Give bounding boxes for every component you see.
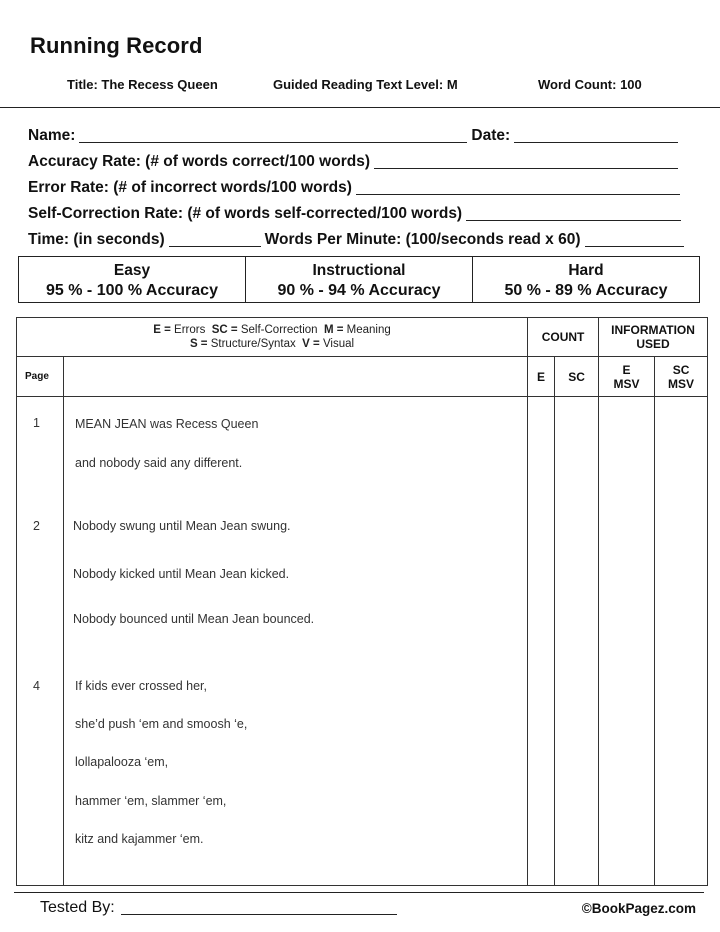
accuracy-label: Accuracy Rate: (# of words correct/100 words) (28, 153, 370, 170)
info-used-header: INFORMATION USED (599, 318, 708, 357)
text-line: lollapalooza ‘em, (75, 755, 169, 769)
student-fields (28, 119, 688, 249)
sc-header: SC (555, 357, 599, 397)
sc-count-column[interactable] (555, 397, 599, 886)
date-field[interactable] (514, 127, 678, 143)
time-wpm-row (28, 223, 688, 249)
text-level: Guided Reading Text Level: M (273, 77, 458, 92)
bottom-divider (14, 892, 704, 893)
e-msv-column[interactable] (599, 397, 655, 886)
text-line: hammer ‘em, slammer ‘em, (75, 794, 227, 808)
level-hard-name: Hard (568, 262, 604, 279)
text-line: kitz and kajammer ‘em. (75, 832, 204, 846)
error-label: Error Rate: (# of incorrect words/100 words) (28, 179, 352, 196)
tested-by-field[interactable] (121, 901, 397, 915)
text-line: Nobody bounced until Mean Jean bounced. (73, 612, 315, 626)
legend-line-1: E = Errors SC = Self-Correction M = Meaning (153, 324, 391, 336)
count-header: COUNT (528, 318, 599, 357)
e-count-column[interactable] (528, 397, 555, 886)
level-hard-range: 50 % - 89 % Accuracy (504, 282, 668, 299)
text-column (64, 397, 528, 886)
text-line: and nobody said any different. (75, 456, 243, 470)
level-instructional-range: 90 % - 94 % Accuracy (277, 282, 441, 299)
book-title: Title: The Recess Queen (67, 77, 218, 92)
sc-msv-header: SC MSV (655, 357, 708, 397)
e-header: E (528, 357, 555, 397)
level-hard (472, 257, 699, 302)
wpm-field[interactable] (585, 231, 685, 247)
name-label: Name: (28, 127, 76, 144)
legend-cell (17, 318, 528, 357)
time-label: Time: (in seconds) (28, 231, 165, 248)
level-easy-range: 95 % - 100 % Accuracy (46, 282, 218, 299)
word-count: Word Count: 100 (538, 77, 642, 92)
legend-row (17, 318, 708, 357)
text-line: If kids ever crossed her, (75, 679, 208, 693)
top-divider (0, 107, 720, 108)
column-header-row (17, 357, 708, 397)
text-line: Nobody swung until Mean Jean swung. (73, 519, 291, 533)
accuracy-row (28, 145, 688, 171)
text-line: she’d push ‘em and smoosh ‘e, (75, 717, 248, 731)
page-header: Page (17, 357, 64, 397)
accuracy-field[interactable] (374, 153, 678, 169)
self-correction-row (28, 197, 688, 223)
record-body-row (17, 397, 708, 886)
level-instructional (245, 257, 472, 302)
sc-msv-column[interactable] (655, 397, 708, 886)
name-field[interactable] (79, 127, 467, 143)
page-number: 4 (33, 679, 40, 693)
tested-by-label: Tested By: (40, 899, 115, 916)
page-number: 2 (33, 519, 40, 533)
level-easy (19, 257, 245, 302)
text-line: Nobody kicked until Mean Jean kicked. (73, 567, 290, 581)
copyright: ©BookPagez.com (581, 901, 696, 916)
level-easy-name: Easy (113, 262, 151, 279)
page-number: 1 (33, 416, 40, 430)
error-row (28, 171, 688, 197)
record-table (16, 317, 708, 886)
text-header (64, 357, 528, 397)
time-field[interactable] (169, 231, 261, 247)
page-title: Running Record (30, 33, 203, 58)
name-date-row (28, 119, 688, 145)
tested-by (40, 899, 401, 917)
accuracy-levels (18, 256, 700, 303)
page-column (17, 397, 64, 886)
text-line: MEAN JEAN was Recess Queen (75, 417, 259, 431)
level-instructional-name: Instructional (312, 262, 406, 279)
wpm-label: Words Per Minute: (100/seconds read x 60) (264, 231, 581, 248)
self-correction-label: Self-Correction Rate: (# of words self-corrected/100 words) (28, 205, 463, 222)
e-msv-header: E MSV (599, 357, 655, 397)
self-correction-field[interactable] (466, 205, 681, 221)
legend-line-2: S = Structure/Syntax V = Visual (189, 338, 355, 350)
error-field[interactable] (356, 179, 680, 195)
date-label: Date: (471, 127, 511, 144)
